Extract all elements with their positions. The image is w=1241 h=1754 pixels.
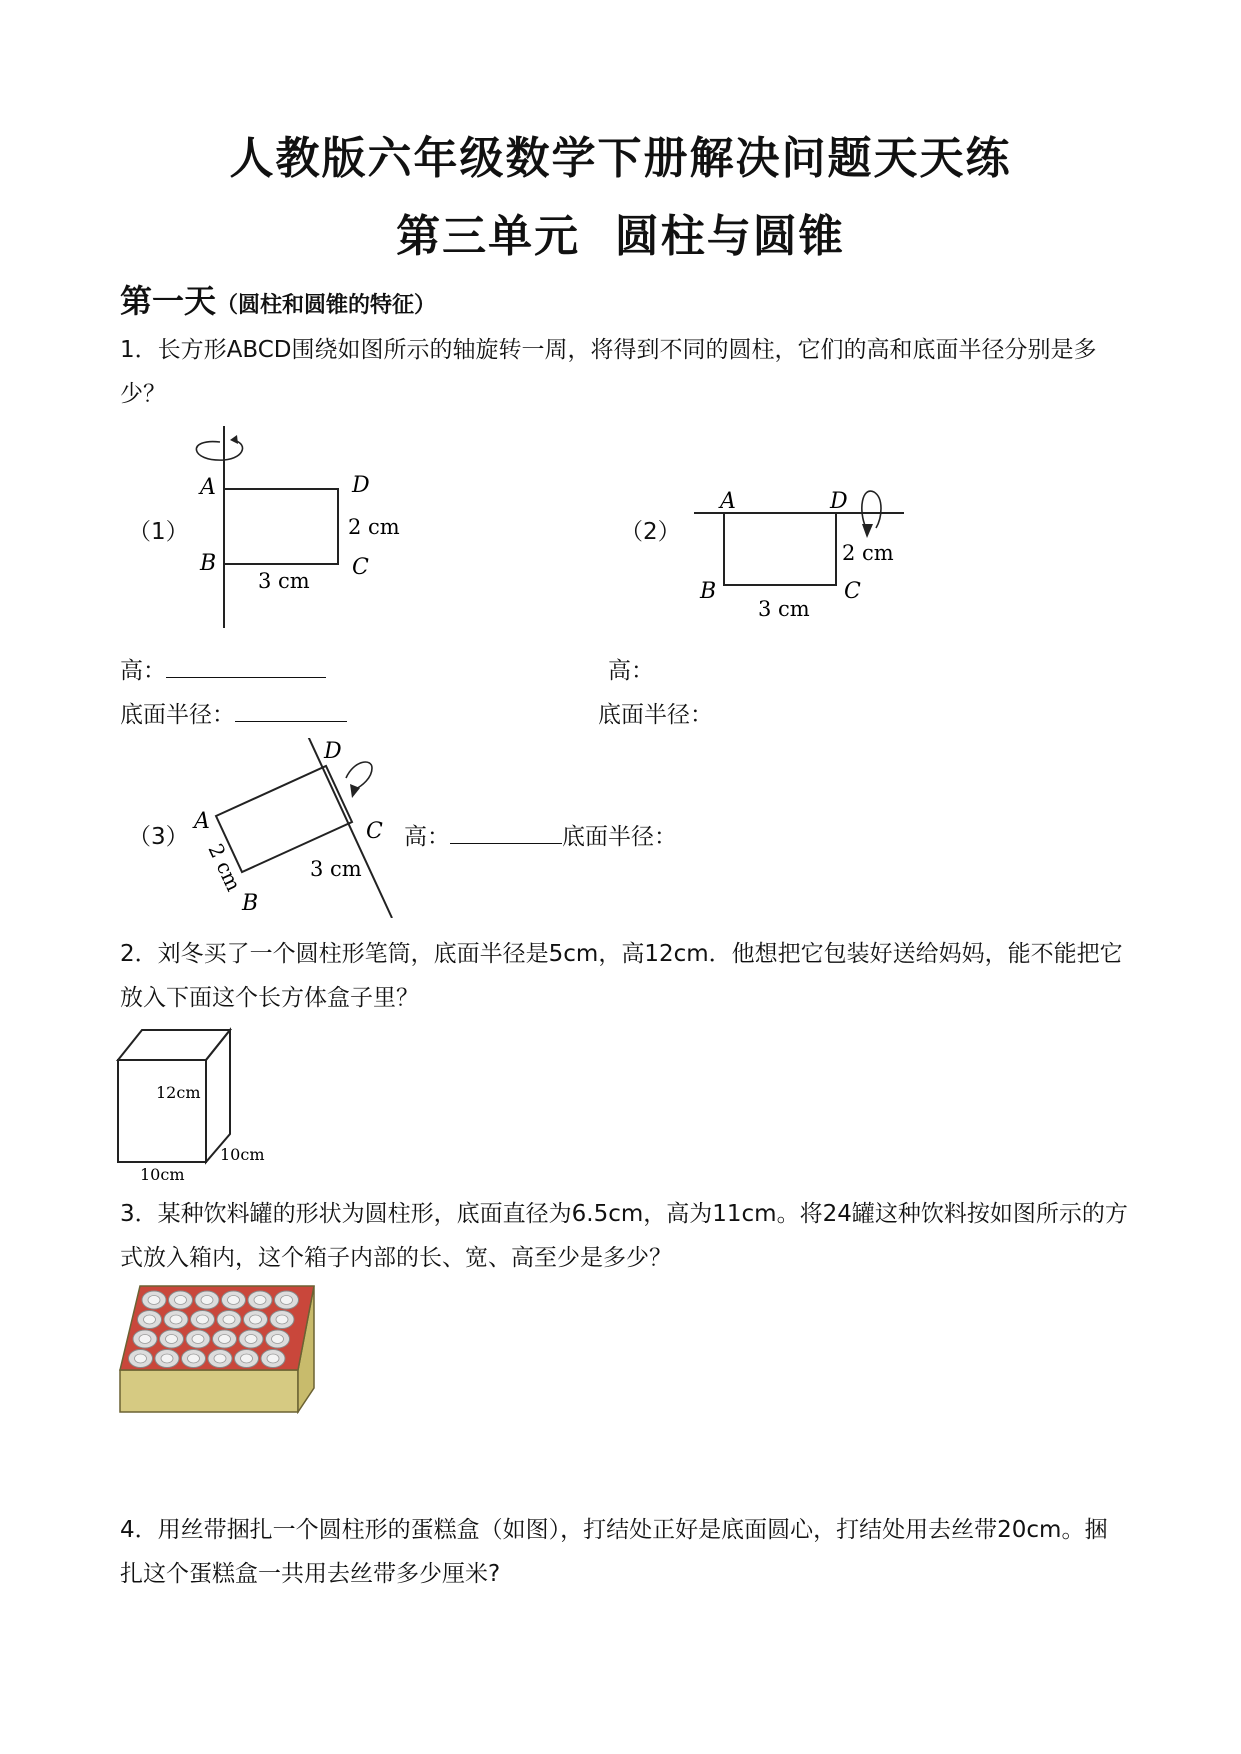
height-label: 高： [608, 658, 654, 684]
label-b: B [200, 551, 217, 576]
drink-can-lid [161, 1354, 173, 1363]
drink-can-lid [272, 1335, 284, 1344]
drink-can-lid [201, 1296, 213, 1305]
question-3-text: 3．某种饮料罐的形状为圆柱形，底面直径为6.5cm，高为11cm。将24罐这种饮料按如图所示的方式放入箱内，这个箱子内部的长、宽、高至少是多少？ [120, 1201, 1128, 1271]
drink-can-lid [250, 1315, 262, 1324]
side-length: 2 cm [203, 839, 247, 895]
drink-can-lid [197, 1315, 209, 1324]
label-a: A [194, 809, 210, 834]
label-c: C [844, 579, 861, 604]
drink-can-lid [245, 1335, 257, 1344]
answer-1-radius [120, 696, 347, 729]
figure-3-rotated-rectangle [186, 738, 406, 918]
height-label: 高： [120, 658, 166, 684]
answer-3-line [404, 818, 677, 851]
drink-can-lid [267, 1354, 279, 1363]
drink-can-lid [219, 1335, 231, 1344]
height-label: 高： [404, 824, 450, 850]
drink-can-lid [166, 1335, 178, 1344]
label-a: A [720, 489, 736, 514]
drink-can-lid [241, 1354, 253, 1363]
drink-can-lid [175, 1296, 187, 1305]
answer-2-height [608, 652, 654, 685]
drink-can-lid [170, 1315, 182, 1324]
drink-can-lid [254, 1296, 266, 1305]
drink-can-lid [144, 1315, 156, 1324]
drink-can-lid [214, 1354, 226, 1363]
figure-2-number: （2） [620, 519, 681, 545]
side-length: 2 cm [842, 541, 894, 565]
question-4-text: 4．用丝带捆扎一个圆柱形的蛋糕盒（如图），打结处正好是底面圆心，打结处用去丝带20cm。捆扎这个蛋糕盒一共用去丝带多少厘米? [120, 1517, 1108, 1587]
page-subtitle: 第三单元 圆柱与圆锥 [396, 211, 845, 262]
drink-can-lid [148, 1296, 160, 1305]
drink-can-lid [192, 1335, 204, 1344]
cuboid-box-figure [112, 1018, 282, 1184]
label-a: A [200, 475, 216, 500]
label-c: C [366, 819, 383, 844]
box-width-label: 10cm [140, 1165, 185, 1184]
day-label: 第一天 [120, 282, 217, 320]
day-heading [120, 276, 436, 322]
question-2-text: 2．刘冬买了一个圆柱形笔筒，底面半径是5cm，高12cm．他想把它包装好送给妈妈，能不能把它放入下面这个长方体盒子里？ [120, 941, 1123, 1011]
drink-can-lid [281, 1296, 293, 1305]
answer-2-radius [598, 696, 713, 729]
answer-1-height [120, 652, 326, 685]
drink-can-lid [135, 1354, 147, 1363]
radius-label: 底面半径： [598, 702, 713, 728]
label-b: B [242, 891, 259, 916]
box-depth-label: 10cm [220, 1145, 265, 1164]
side-length: 2 cm [348, 515, 400, 539]
bottom-length: 3 cm [758, 597, 810, 621]
question-1-text: 1．长方形ABCD围绕如图所示的轴旋转一周，将得到不同的圆柱，它们的高和底面半径分别是多少？ [120, 337, 1097, 407]
radius-label: 底面半径： [120, 702, 235, 728]
drink-can-lid [276, 1315, 288, 1324]
drink-can-lid [139, 1335, 151, 1344]
figure-3-number: （3） [128, 824, 189, 850]
box-height-label: 12cm [156, 1083, 201, 1102]
drink-cans-box-figure [118, 1278, 318, 1414]
figure-2-rectangle-axis [690, 478, 930, 628]
drink-can-lid [188, 1354, 200, 1363]
bottom-length: 3 cm [258, 569, 310, 593]
label-d: D [324, 739, 342, 764]
radius-label: 底面半径： [562, 824, 677, 850]
radius-answer-blank[interactable] [235, 699, 347, 722]
day-topic: （圆柱和圆锥的特征） [216, 293, 437, 318]
bottom-length: 3 cm [310, 857, 362, 881]
label-d: D [352, 473, 370, 498]
height-answer-blank[interactable] [166, 655, 326, 678]
box-front-face [120, 1370, 298, 1412]
figure-1-rectangle-axis [180, 420, 420, 632]
drink-can-lid [228, 1296, 240, 1305]
drink-can-lid [223, 1315, 235, 1324]
label-c: C [352, 555, 369, 580]
label-d: D [830, 489, 848, 514]
height-answer-blank[interactable] [450, 821, 562, 844]
figure-1-number: （1） [128, 519, 189, 545]
label-b: B [700, 579, 717, 604]
page-title: 人教版六年级数学下册解决问题天天练 [229, 133, 1012, 184]
